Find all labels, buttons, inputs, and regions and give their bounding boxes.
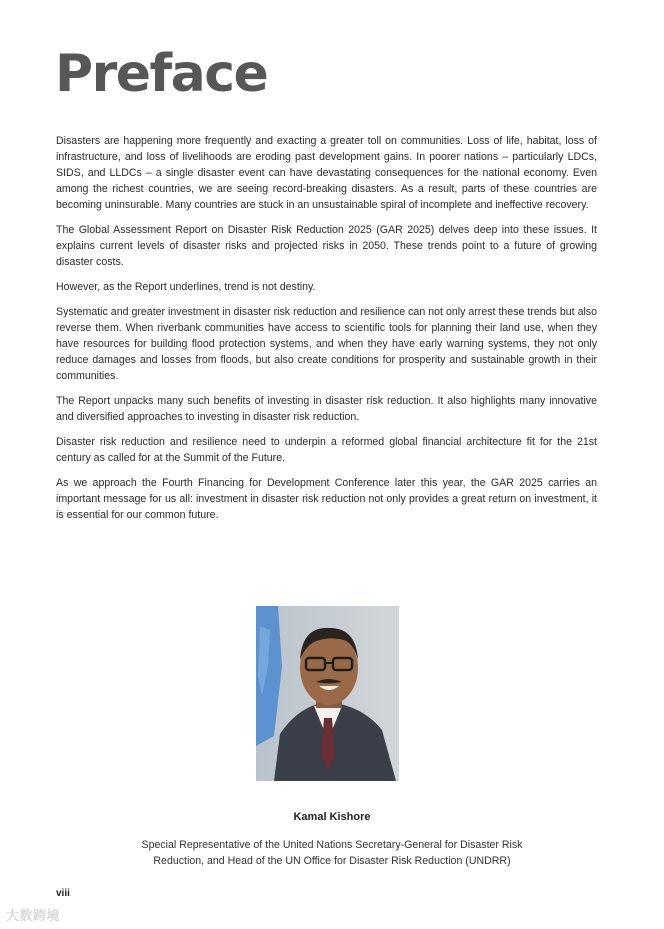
paragraph: Disaster risk reduction and resilience need to underpin a reformed global financial architecture fit for the 21st century as called for at the Summit of the Future. xyxy=(56,436,597,464)
author-portrait xyxy=(256,606,399,781)
paragraph: Disasters are happening more frequently and exacting a greater toll on communities. Loss of life, habitat, loss of infrastructure, and loss of livelihoods are eroding past development gains. In poorer nations – particularly LDCs, SIDS, and LLDCs – a single disaster event can have devastating consequences for the national economy. Even among the richest countries, we are seeing record-breaking disasters. As a result, parts of these countries are becoming uninsurable. Many countries are stuck in an unsustainable spiral of incomplete and ineffective recovery. xyxy=(56,135,597,211)
signatory-title-line: Special Representative of the United Nations Secretary-General for Disaster Risk xyxy=(141,839,523,851)
page-title: Preface xyxy=(55,44,268,104)
paragraph: Systematic and greater investment in disaster risk reduction and resilience can not only arrest these trends but also reverse them. When riverbank communities have access to scientific tools for planning their land use, when they have resources for building flood protection systems, and when they have early warning systems, they not only reduce damages and losses from floods, but also create conditions for prosperity and sustainable growth in their communities. xyxy=(56,306,597,382)
paragraph: The Global Assessment Report on Disaster Risk Reduction 2025 (GAR 2025) delves deep into these issues. It explains current levels of disaster risks and projected risks in 2050. These trends point to a future of growing disaster costs. xyxy=(56,224,597,268)
paragraph: The Report unpacks many such benefits of investing in disaster risk reduction. It also highlights many innovative and diversified approaches to investing in disaster risk reduction. xyxy=(56,395,597,423)
signatory-title-line: Reduction, and Head of the UN Office for Disaster Risk Reduction (UNDRR) xyxy=(153,855,511,867)
paragraph: However, as the Report underlines, trend is not destiny. xyxy=(56,281,316,293)
page-number: viii xyxy=(56,888,70,899)
paragraph: As we approach the Fourth Financing for Development Conference later this year, the GAR 2025 carries an important message for us all: investment in disaster risk reduction not only provides a great return on investment, it is essential for our common future. xyxy=(56,477,597,521)
signatory-title xyxy=(112,837,552,869)
watermark: 大数跨境 xyxy=(6,908,61,923)
signatory-name: Kamal Kishore xyxy=(293,811,371,823)
preface-body xyxy=(56,133,597,532)
